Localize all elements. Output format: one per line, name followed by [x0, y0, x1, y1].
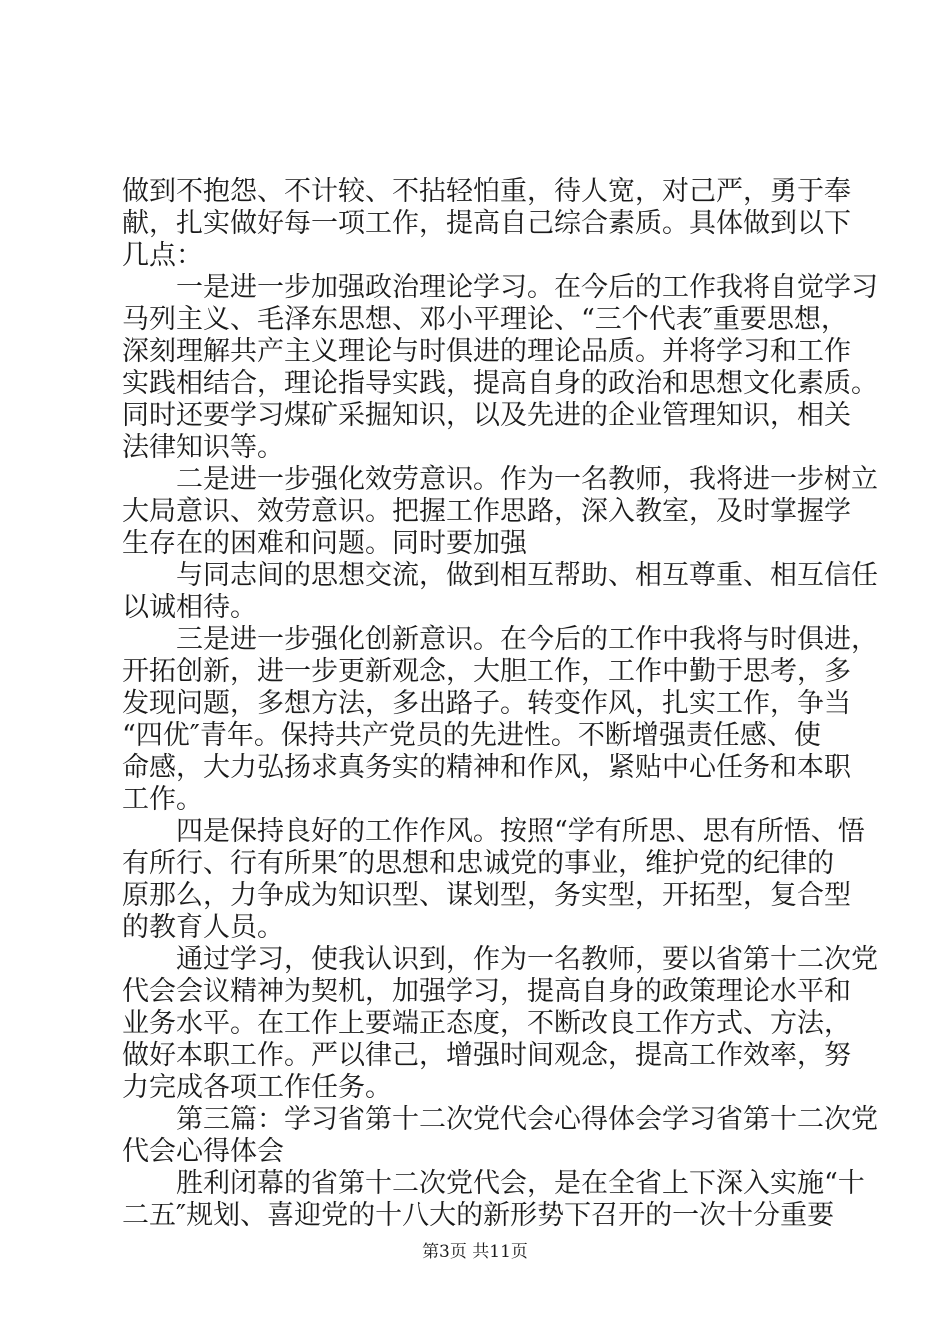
- body-text-line: 同时还要学习煤矿采掘知识，以及先进的企业管理知识，相关: [122, 400, 851, 431]
- body-text-line: 有所行、行有所果″的思想和忠诚党的事业，维护党的纪律的: [122, 848, 835, 879]
- body-text-line: 法律知识等。: [122, 432, 284, 463]
- body-text-line: 深刻理解共产主义理论与时俱进的理论品质。并将学习和工作: [122, 336, 851, 367]
- body-text-line: 以诚相待。: [122, 592, 257, 623]
- paragraph-first-line: 四是保持良好的工作作风。按照“学有所思、思有所悟、悟: [176, 816, 865, 847]
- body-text-line: 大局意识、效劳意识。把握工作思路，深入教室，及时掌握学: [122, 496, 851, 527]
- body-text-line: 做到不抱怨、不计较、不拈轻怕重，待人宽，对己严，勇于奉: [122, 176, 851, 207]
- paragraph-first-line: 三是进一步强化创新意识。在今后的工作中我将与时俱进，: [176, 624, 878, 655]
- body-text-line: 工作。: [122, 784, 203, 815]
- body-text-line: 马列主义、毛泽东思想、邓小平理论、“三个代表″重要思想，: [122, 304, 848, 335]
- body-text-line: “四优″青年。保持共产党员的先进性。不断增强责任感、使: [122, 720, 821, 751]
- body-text-line: 生存在的困难和问题。同时要加强: [122, 528, 527, 559]
- section-heading-line: 第三篇：学习省第十二次党代会心得体会学习省第十二次党: [176, 1104, 878, 1135]
- body-text-line: 实践相结合，理论指导实践，提高自身的政治和思想文化素质。: [122, 368, 878, 399]
- body-text-line: 的教育人员。: [122, 912, 284, 943]
- paragraph-first-line: 一是进一步加强政治理论学习。在今后的工作我将自觉学习: [176, 272, 878, 303]
- body-text-line: 几点：: [122, 240, 203, 271]
- paragraph-first-line: 通过学习，使我认识到，作为一名教师，要以省第十二次党: [176, 944, 878, 975]
- body-text-line: 开拓创新，进一步更新观念，大胆工作，工作中勤于思考，多: [122, 656, 851, 687]
- section-heading-line: 代会心得体会: [122, 1136, 284, 1167]
- body-text-line: 代会会议精神为契机，加强学习，提高自身的政策理论水平和: [122, 976, 851, 1007]
- body-text-line: 做好本职工作。严以律己，增强时间观念，提高工作效率，努: [122, 1040, 851, 1071]
- body-text-line: 业务水平。在工作上要端正态度，不断改良工作方式、方法，: [122, 1008, 851, 1039]
- body-text-line: 原那么，力争成为知识型、谋划型，务实型，开拓型，复合型: [122, 880, 851, 911]
- body-text-line: 二五″规划、喜迎党的十八大的新形势下召开的一次十分重要: [122, 1200, 835, 1231]
- body-text-line: 献，扎实做好每一项工作，提高自己综合素质。具体做到以下: [122, 208, 851, 239]
- body-text-line: 发现问题，多想方法，多出路子。转变作风，扎实工作，争当: [122, 688, 851, 719]
- body-text-line: 力完成各项工作任务。: [122, 1072, 392, 1103]
- paragraph-first-line: 二是进一步强化效劳意识。作为一名教师，我将进一步树立: [176, 464, 878, 495]
- paragraph-first-line: 胜利闭幕的省第十二次党代会，是在全省上下深入实施“十: [176, 1168, 865, 1199]
- body-text-line: 命感，大力弘扬求真务实的精神和作风，紧贴中心任务和本职: [122, 752, 851, 783]
- paragraph-first-line: 与同志间的思想交流，做到相互帮助、相互尊重、相互信任: [176, 560, 878, 591]
- page-number-footer: 第3页 共11页: [422, 1242, 528, 1262]
